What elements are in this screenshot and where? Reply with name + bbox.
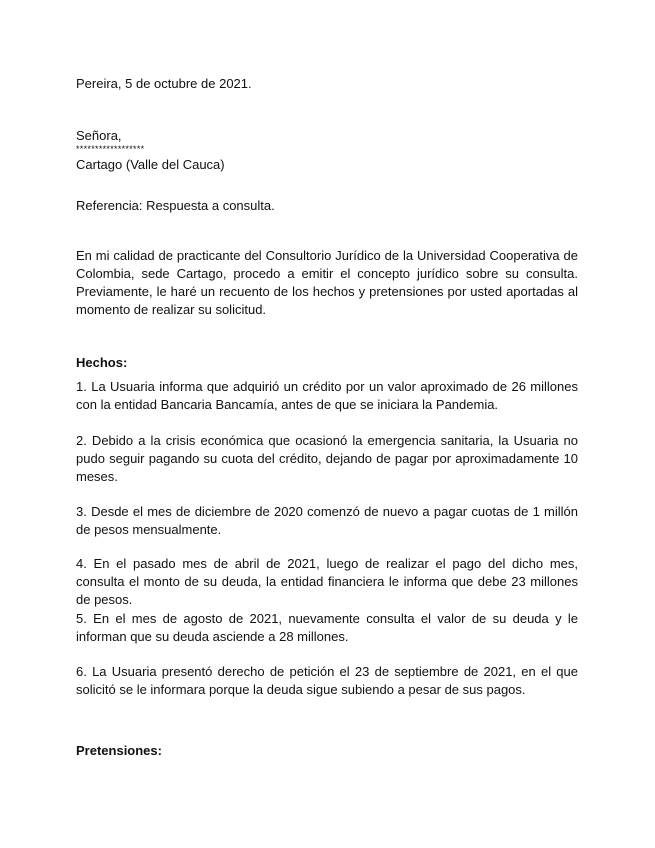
facts-heading: Hechos: [76,355,128,370]
date-line: Pereira, 5 de octubre de 2021. [76,76,252,91]
fact-item-1: 1. La Usuaria informa que adquirió un crédito por un valor aproximado de 26 millones con la entidad Bancaria Bancamía, antes de que se iniciara la Pandemia. [76,379,578,412]
reference-line: Referencia: Respuesta a consulta. [76,198,275,213]
recipient-location: Cartago (Valle del Cauca) [76,157,225,172]
fact-item-2: 2. Debido a la crisis económica que ocasionó la emergencia sanitaria, la Usuaria no pudo seguir pagando su cuota del crédito, dejando de pagar por aproximadamente 10 meses. [76,433,578,484]
fact-item-6: 6. La Usuaria presentó derecho de petición el 23 de septiembre de 2021, en el que solicitó se le informara porque la deuda sigue subiendo a pesar de sus pagos. [76,664,578,697]
fact-item-5: 5. En el mes de agosto de 2021, nuevamente consulta el valor de su deuda y le informan que su deuda asciende a 28 millones. [76,611,578,644]
fact-item-4: 4. En el pasado mes de abril de 2021, luego de realizar el pago del dicho mes, consulta el monto de su deuda, la entidad financiera le informa que debe 23 millones de pesos. [76,556,578,607]
claims-heading: Pretensiones: [76,743,162,758]
salutation: Señora, [76,128,122,143]
recipient-name-redacted: ****************** [76,144,145,154]
intro-paragraph: En mi calidad de practicante del Consultorio Jurídico de la Universidad Cooperativa de Colombia, sede Cartago, procedo a emitir el concepto jurídico sobre su consulta. Previamente, le haré un recuento de los hechos y pretensiones por usted aportadas al momento de realizar su solicitud. [76,248,578,317]
fact-item-3: 3. Desde el mes de diciembre de 2020 comenzó de nuevo a pagar cuotas de 1 millón de pesos mensualmente. [76,504,578,537]
